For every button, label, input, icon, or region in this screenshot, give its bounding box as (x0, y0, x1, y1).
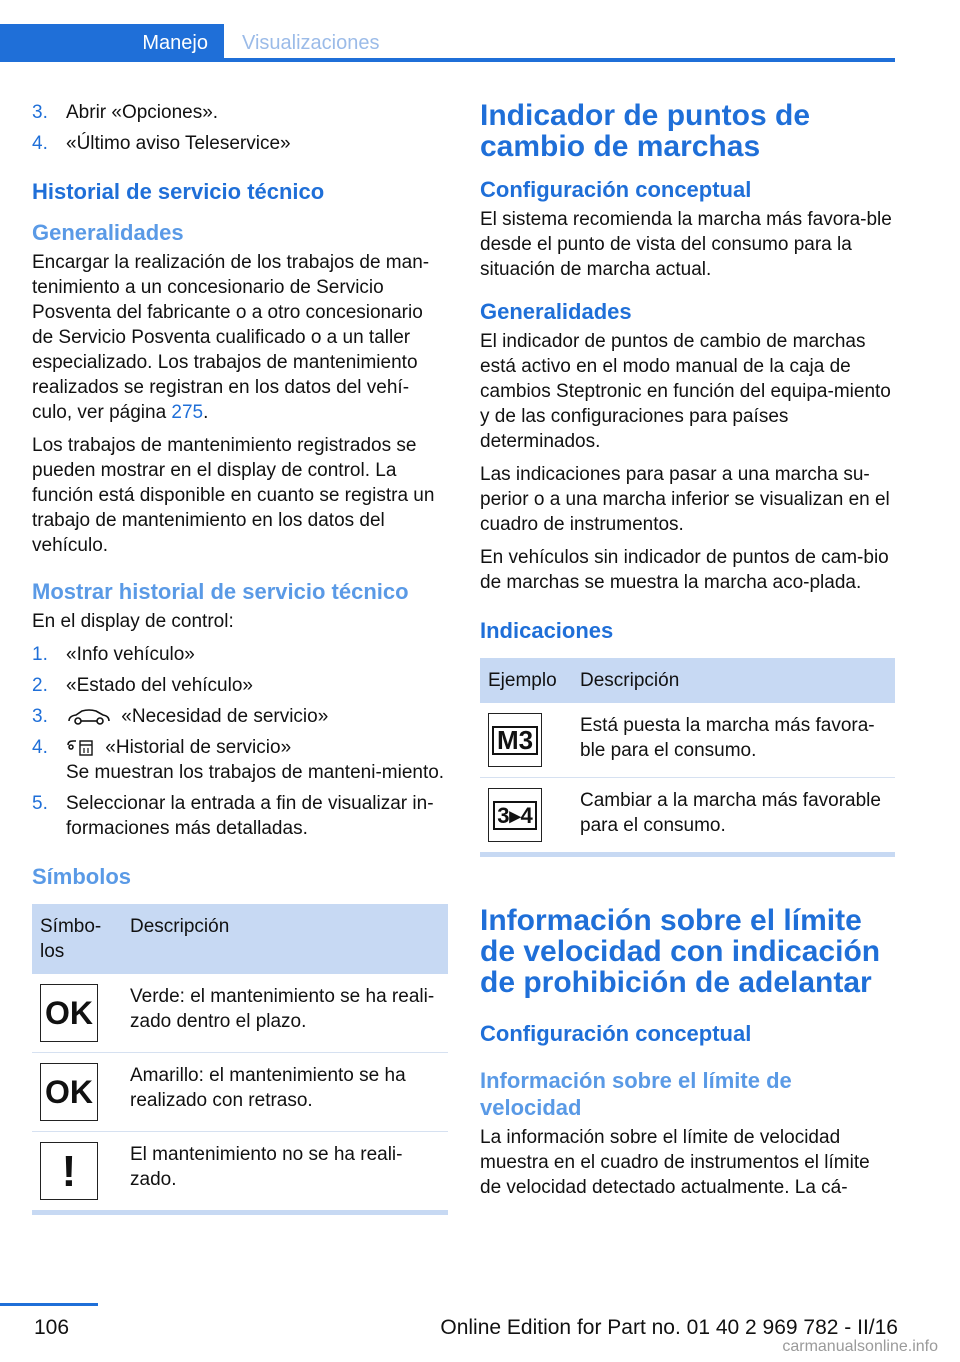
step-text: «Necesidad de servicio» (121, 706, 329, 727)
paragraph-text: . (203, 402, 209, 423)
table-cell (480, 778, 572, 853)
symbol-text: M3 (492, 726, 538, 755)
page-header (0, 24, 895, 62)
table-row (480, 778, 895, 853)
symbol-text: OK (45, 994, 93, 1031)
paragraph: En vehículos sin indicador de puntos de cam‐bio de marchas se muestra la marcha aco‐plada. (480, 547, 889, 593)
heading-speed-limit: Información sobre el límite de velocidad con indicación de prohibición de adelantar (480, 904, 881, 999)
gear-upshift-icon (488, 788, 542, 842)
paragraph-text: Encargar la realización de los trabajos de man‐tenimiento a un concesionario de Servicio Posventa del fabricante o a otro concesionario de Servicio Posventa cualificado o a un taller especializado. Los trabajos de mantenimiento realizados se registran en los datos del vehí‐culo, ver página (32, 252, 430, 423)
table-cell (32, 974, 122, 1053)
paragraph: La información sobre el límite de velocidad muestra en el cuadro de instrumentos el límite de velocidad detectado actualmente. La cá‐ (480, 1127, 870, 1198)
step-number: 5. (32, 793, 48, 814)
list-item (32, 100, 448, 125)
list-item (32, 704, 448, 729)
heading-concept: Configuración conceptual (480, 177, 752, 202)
paragraph: Las indicaciones para pasar a una marcha su‐perior o a una marcha inferior se visualizan en el cuadro de instrumentos. (480, 464, 890, 535)
table-cell (32, 1053, 122, 1132)
exclamation-icon (40, 1142, 98, 1200)
table-row (32, 974, 448, 1053)
symbols-table (32, 904, 448, 1210)
paragraph: Los trabajos de mantenimiento registrados se pueden mostrar en el display de control. La función está disponible en cuanto se registra un trabajo de mantenimiento en los datos del vehículo. (32, 435, 435, 556)
heading-general: Generalidades (480, 299, 632, 324)
heading-general: Generalidades (32, 220, 184, 245)
step-text: «Info vehículo» (66, 644, 195, 665)
page-link[interactable]: 275 (171, 402, 204, 423)
table-row (480, 703, 895, 778)
symbol-text: 3▸4 (493, 801, 537, 830)
heading-speed-info: Información sobre el límite de velocidad (480, 1068, 792, 1120)
table-cell: Está puesta la marcha más favora‐ble para el consumo. (572, 703, 895, 778)
list-item (32, 673, 448, 698)
table-cell: El mantenimiento no se ha reali‐zado. (130, 1144, 403, 1190)
step-number: 3. (32, 102, 48, 123)
paragraph: En el display de control: (32, 611, 234, 632)
footer-divider (0, 1303, 98, 1306)
list-item (32, 791, 448, 841)
heading-symbols: Símbolos (32, 864, 132, 889)
table-header: Descripción (122, 904, 448, 974)
car-icon (66, 708, 112, 726)
table-header: Símbo‐los (32, 904, 122, 974)
right-column (480, 100, 895, 1208)
page-number: 106 (34, 1316, 70, 1339)
table-row (32, 1132, 448, 1211)
table-row (32, 1053, 448, 1132)
section-tab (0, 24, 224, 62)
symbol-text: OK (45, 1073, 93, 1110)
step-subtext: Se muestran los trabajos de manteni‐miento. (66, 762, 445, 783)
left-column (32, 100, 448, 1215)
paragraph: El indicador de puntos de cambio de marchas está activo en el modo manual de la caja de cambios Steptronic en función del equipa‐miento y de las configuraciones para países determinados. (480, 331, 891, 452)
gear-m3-icon (488, 713, 542, 767)
table-end-bar (480, 852, 895, 857)
heading-gear-indicator: Indicador de puntos de cambio de marchas (480, 99, 811, 163)
paragraph (32, 250, 448, 425)
table-header-row (480, 658, 895, 703)
service-history-icon (66, 739, 96, 757)
step-number: 4. (32, 737, 48, 758)
table-cell (32, 1132, 122, 1211)
table-header-row (32, 904, 448, 974)
step-text: «Estado del vehículo» (66, 675, 253, 696)
table-cell: Verde: el mantenimiento se ha reali‐zado dentro el plazo. (122, 974, 448, 1053)
steps-list (32, 642, 448, 841)
heading-concept: Configuración conceptual (480, 1021, 752, 1046)
table-end-bar (32, 1210, 448, 1215)
steps-top-list (32, 100, 448, 156)
paragraph: El sistema recomienda la marcha más favora‐ble desde el punto de vista del consumo para la situación de marcha actual. (480, 209, 892, 280)
heading-show-history: Mostrar historial de servicio técnico (32, 579, 409, 604)
list-item (32, 735, 448, 785)
ok-icon (40, 1063, 98, 1121)
table-cell: Cambiar a la marcha más favorable para el consumo. (580, 790, 881, 836)
step-number: 2. (32, 675, 48, 696)
ok-icon (40, 984, 98, 1042)
step-text: Abrir «Opciones». (66, 102, 219, 123)
table-header: Ejemplo (480, 658, 572, 703)
list-item (32, 131, 448, 156)
table-header: Descripción (572, 658, 895, 703)
subsection-label: Visualizaciones (242, 32, 380, 54)
list-item (32, 642, 448, 667)
step-text: Seleccionar la entrada a fin de visualizar in‐formaciones más detalladas. (66, 793, 434, 839)
table-cell: Amarillo: el mantenimiento se ha realizado con retraso. (122, 1053, 448, 1132)
subsection-tab (224, 24, 895, 62)
step-text: «Historial de servicio» (105, 737, 292, 758)
indications-table (480, 658, 895, 852)
section-label: Manejo (142, 32, 208, 54)
heading-indications: Indicaciones (480, 618, 614, 643)
watermark: carmanualsonline.info (782, 1338, 938, 1355)
table-cell (480, 703, 572, 778)
heading-service-history: Historial de servicio técnico (32, 179, 325, 204)
step-number: 3. (32, 706, 48, 727)
step-text: «Último aviso Teleservice» (66, 133, 291, 154)
step-number: 4. (32, 133, 48, 154)
symbol-text: ! (61, 1146, 77, 1196)
edition-text: Online Edition for Part no. 01 40 2 969 782 - II/16 (440, 1316, 898, 1339)
step-number: 1. (32, 644, 48, 665)
